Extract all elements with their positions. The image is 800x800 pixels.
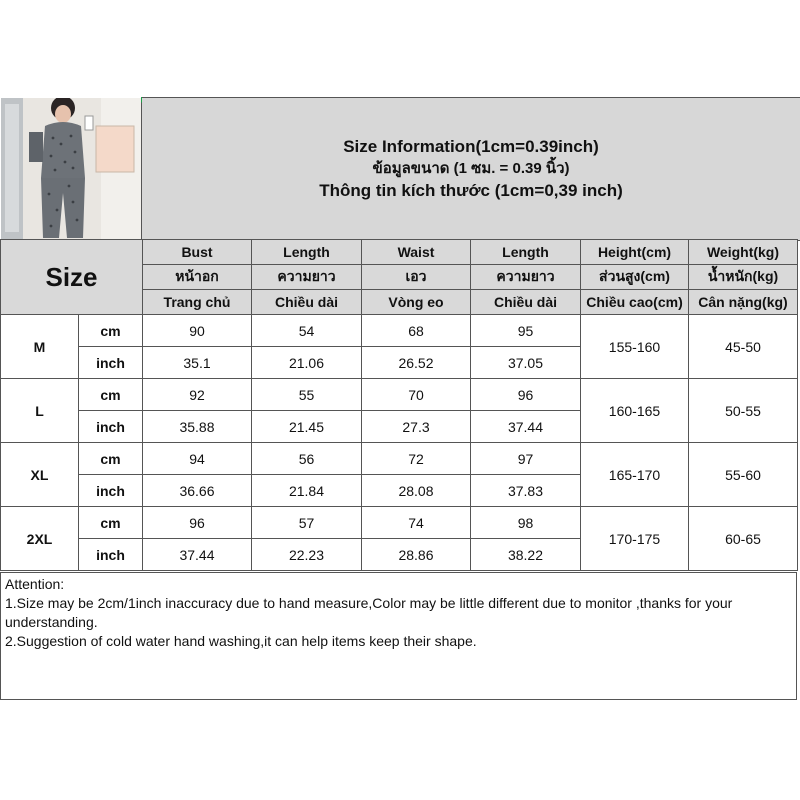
col-header-waist-thai: เอว <box>362 265 471 290</box>
col-header-weight-vi: Cân nặng(kg) <box>689 290 798 315</box>
header-row-english <box>1 240 798 265</box>
unit-label: cm <box>79 315 143 347</box>
size-name: L <box>1 379 79 443</box>
size-chart-sheet <box>0 97 800 703</box>
cell-value: 21.06 <box>252 347 362 379</box>
weight-range: 55-60 <box>689 443 798 507</box>
col-header-length-2: Length <box>471 240 581 265</box>
height-range: 165-170 <box>581 443 689 507</box>
cell-value: 96 <box>143 507 252 539</box>
cell-value: 21.84 <box>252 475 362 507</box>
col-header-length-2-vi: Chiều dài <box>471 290 581 315</box>
col-header-length: Length <box>252 240 362 265</box>
cell-value: 98 <box>471 507 581 539</box>
cell-value: 68 <box>362 315 471 347</box>
cell-value: 28.08 <box>362 475 471 507</box>
weight-range: 45-50 <box>689 315 798 379</box>
cell-value: 28.86 <box>362 539 471 571</box>
header-title-thai: ข้อมูลขนาด (1 ซม. = 0.39 นิ้ว) <box>372 160 570 177</box>
weight-range: 50-55 <box>689 379 798 443</box>
attention-notes <box>0 572 797 700</box>
cell-value: 38.22 <box>471 539 581 571</box>
unit-label: inch <box>79 539 143 571</box>
col-header-length-vi: Chiều dài <box>252 290 362 315</box>
cell-value: 37.05 <box>471 347 581 379</box>
size-table <box>0 239 798 571</box>
unit-label: inch <box>79 475 143 507</box>
cell-value: 92 <box>143 379 252 411</box>
size-name: M <box>1 315 79 379</box>
cell-value: 37.83 <box>471 475 581 507</box>
height-range: 155-160 <box>581 315 689 379</box>
cell-value: 22.23 <box>252 539 362 571</box>
cell-value: 55 <box>252 379 362 411</box>
size-name: XL <box>1 443 79 507</box>
header-title-vietnamese: Thông tin kích thước (1cm=0,39 inch) <box>319 181 623 200</box>
unit-label: cm <box>79 443 143 475</box>
unit-label: cm <box>79 507 143 539</box>
unit-label: cm <box>79 379 143 411</box>
col-header-weight: Weight(kg) <box>689 240 798 265</box>
col-header-bust: Bust <box>143 240 252 265</box>
header-title-english: Size Information(1cm=0.39inch) <box>343 137 599 156</box>
col-header-waist: Waist <box>362 240 471 265</box>
cell-value: 94 <box>143 443 252 475</box>
cell-value: 37.44 <box>471 411 581 443</box>
table-row <box>1 507 798 539</box>
cell-value: 72 <box>362 443 471 475</box>
cell-value: 21.45 <box>252 411 362 443</box>
col-header-bust-vi: Trang chủ <box>143 290 252 315</box>
attention-title: Attention: <box>5 576 65 592</box>
cell-value: 90 <box>143 315 252 347</box>
size-name: 2XL <box>1 507 79 571</box>
cell-value: 27.3 <box>362 411 471 443</box>
col-header-height-thai: ส่วนสูง(cm) <box>581 265 689 290</box>
cell-value: 97 <box>471 443 581 475</box>
height-range: 160-165 <box>581 379 689 443</box>
table-row <box>1 379 798 411</box>
product-photo <box>1 98 142 239</box>
cell-value: 56 <box>252 443 362 475</box>
cell-value: 35.1 <box>143 347 252 379</box>
col-header-weight-thai: น้ำหนัก(kg) <box>689 265 798 290</box>
attention-note-2: 2.Suggestion of cold water hand washing,it can help items keep their shape. <box>5 633 477 649</box>
cell-value: 36.66 <box>143 475 252 507</box>
unit-label: inch <box>79 347 143 379</box>
col-header-height: Height(cm) <box>581 240 689 265</box>
model-photo-illustration <box>1 98 141 239</box>
table-row <box>1 315 798 347</box>
cell-value: 35.88 <box>143 411 252 443</box>
table-row <box>1 443 798 475</box>
cell-value: 26.52 <box>362 347 471 379</box>
col-header-length-2-thai: ความยาว <box>471 265 581 290</box>
col-header-waist-vi: Vòng eo <box>362 290 471 315</box>
height-range: 170-175 <box>581 507 689 571</box>
unit-label: inch <box>79 411 143 443</box>
cell-value: 37.44 <box>143 539 252 571</box>
weight-range: 60-65 <box>689 507 798 571</box>
col-header-bust-thai: หน้าอก <box>143 265 252 290</box>
col-header-length-thai: ความยาว <box>252 265 362 290</box>
cell-value: 96 <box>471 379 581 411</box>
cell-value: 70 <box>362 379 471 411</box>
cell-value: 95 <box>471 315 581 347</box>
cell-value: 57 <box>252 507 362 539</box>
cell-value: 54 <box>252 315 362 347</box>
attention-note-1: 1.Size may be 2cm/1inch inaccuracy due to hand measure,Color may be little different due to monitor ,thanks for your understanding. <box>5 595 733 630</box>
size-information-header <box>142 97 800 241</box>
cell-value: 74 <box>362 507 471 539</box>
size-column-label: Size <box>1 240 143 315</box>
col-header-height-vi: Chiều cao(cm) <box>581 290 689 315</box>
